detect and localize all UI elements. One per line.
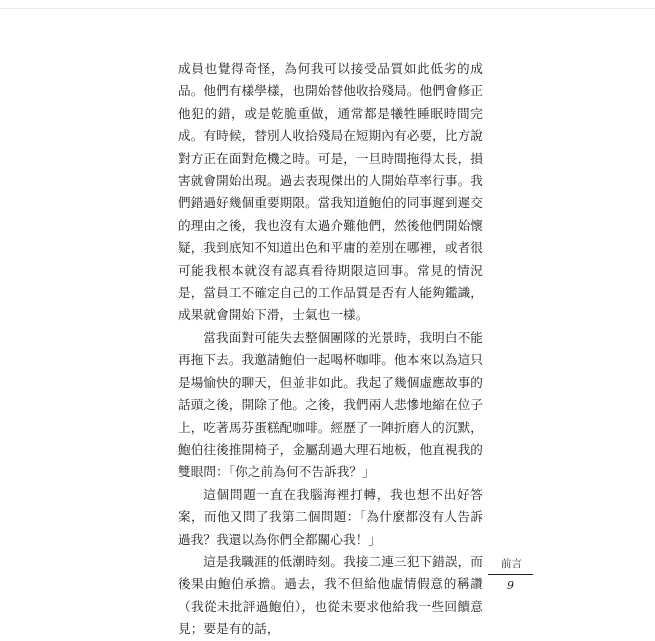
paragraph-2: 當我面對可能失去整個團隊的光景時，我明白不能再拖下去。我邀請鮑伯一起喝杯咖啡。他本來以為這只是場愉快的聊天，但並非如此。我起了幾個虛應故事的話頭之後，開除了他。之後，我們兩人悲慘地縮在位子上，吃著馬芬蛋糕配咖啡。經歷了一陣折磨人的沉默，鮑伯往後推開椅子，金屬刮過大理石地板，他直視我的雙眼問：「你之前為何不告訴我？」 bbox=[178, 329, 483, 480]
page-footer bbox=[488, 557, 533, 593]
footer-rule bbox=[488, 574, 533, 575]
running-head: 前言 bbox=[501, 558, 522, 570]
paragraph-3: 這個問題一直在我腦海裡打轉，我也想不出好答案，而他又問了我第二個問題：「為什麼都沒有人告訴過我？我還以為你們全都關心我！」 bbox=[178, 486, 483, 547]
body-text bbox=[178, 58, 483, 641]
page-top-edge bbox=[0, 8, 655, 9]
page-number: 9 bbox=[507, 579, 514, 592]
paragraph-4: 這是我職涯的低潮時刻。我接二連三犯下錯誤，而後果由鮑伯承擔。過去，我不但給他虛情假意的稱讚（我從未批評過鮑伯），也從未要求他給我一些回饋意見；要是有的話， bbox=[178, 553, 483, 637]
paragraph-1: 成員也覺得奇怪，為何我可以接受品質如此低劣的成品。他們有樣學樣，也開始替他收拾殘局。他們會修正他犯的錯，或是乾脆重做，通常都是犧牲睡眠時間完成。有時候，替別人收拾殘局在短期內有必要，比方說對方正在面對危機之時。可是，一旦時間拖得太長，損害就會開始出現。過去表現傑出的人開始草率行事。我們錯過好幾個重要期限。當我知道鮑伯的同事遲到遲交的理由之後，我也沒有太過介難他們，然後他們開始懷疑，我到底知不知道出色和平庸的差別在哪裡，或者很可能我根本就沒有認真看待期限這回事。常見的情況是，當員工不確定自己的工作品質是否有人能夠鑑識，成果就會開始下滑，士氣也一樣。 bbox=[178, 61, 483, 323]
